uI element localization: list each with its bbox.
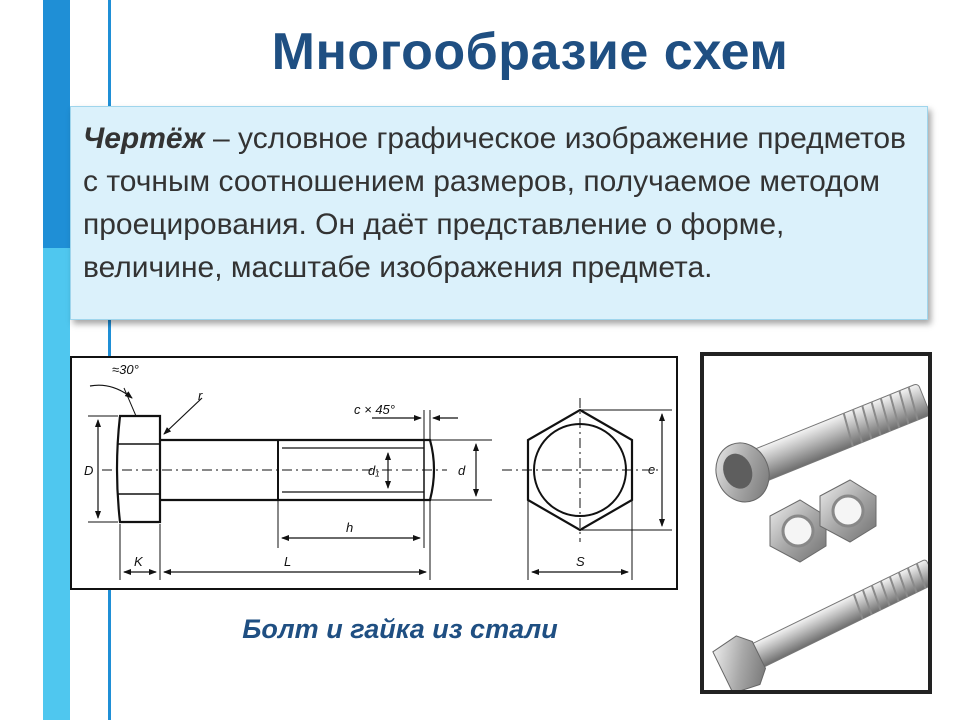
nut-right [820,480,876,542]
diameter-D-label: D [84,463,94,478]
diameter-d-label: d [458,463,466,478]
angle-label: ≈30° [112,362,139,377]
definition-body: – условное графическое изображение предметов с точным соотношением размеров, получаемое методом проецирования. Он даёт представление о форме, величине, масштабе изображения предмета. [83,122,906,284]
sidebar-accent-light [43,248,70,720]
across-flats-S-label: S [576,554,585,569]
slide-title: Многообразие схем [271,23,789,81]
length-L-label: L [284,554,292,569]
across-corners-e-label: e [648,462,656,477]
sidebar-accent-dark [43,0,70,248]
definition-term: Чертёж [83,122,205,155]
diameter-d1-label: d₁ [368,463,380,478]
radius-label: r [198,388,203,403]
chamfer-label: c × 45° [354,402,395,417]
drawing-caption: Болт и гайка из стали [242,614,558,644]
bolt-drawing-svg [72,358,676,588]
bolts-and-nuts-photo [700,352,932,694]
nut-left [770,500,826,562]
bolts-nuts-illustration [704,356,928,690]
lower-bolt [711,547,928,690]
definition-box [70,106,928,320]
upper-bolt [707,371,928,510]
definition-text [83,117,913,289]
head-height-K-label: K [134,554,143,569]
thread-length-h-label: h [346,520,354,535]
bolt-technical-drawing [70,356,678,590]
bolt-head-outline [117,416,160,522]
